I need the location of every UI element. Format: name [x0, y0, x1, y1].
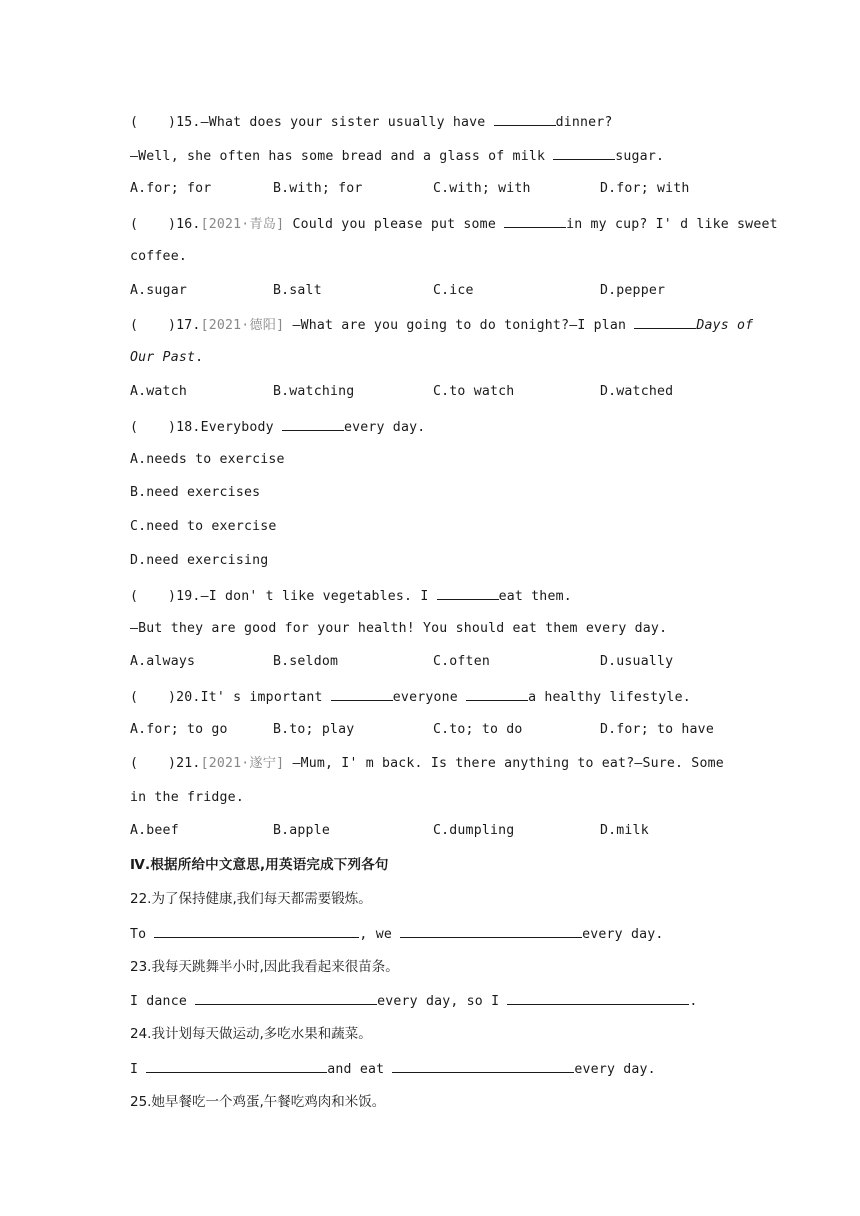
option-c[interactable]: C.often — [433, 654, 490, 669]
option-c[interactable]: C.to watch — [433, 384, 515, 399]
option-c[interactable]: C.to; to do — [433, 722, 523, 737]
question-17: ( )17.[2021·德阳] —What are you going to do tonight?—I plan Days of — [130, 314, 753, 336]
option-a[interactable]: A.sugar — [130, 283, 187, 298]
option-d[interactable]: D.watched — [600, 384, 674, 399]
fill-blank[interactable] — [494, 111, 556, 126]
question-22-prompt: 22.为了保持健康,我们每天都需要锻炼。 — [130, 891, 372, 907]
section-heading: Ⅳ.根据所给中文意思,用英语完成下列各句 — [130, 857, 389, 873]
option-b[interactable]: B.need exercises — [130, 485, 261, 500]
option-c[interactable]: C.need to exercise — [130, 519, 277, 534]
fill-blank[interactable] — [553, 145, 615, 160]
question-24-answer: I and eat every day. — [130, 1058, 656, 1080]
question-24-prompt: 24.我计划每天做运动,多吃水果和蔬菜。 — [130, 1026, 372, 1042]
question-15: ( )15.—What does your sister usually have dinner? — [130, 111, 613, 133]
option-a[interactable]: A.for; to go — [130, 722, 228, 737]
question-21: ( )21.[2021·遂宁] —Mum, I' m back. Is there anything to eat?—Sure. Some — [130, 754, 724, 774]
option-b[interactable]: B.seldom — [273, 654, 339, 669]
option-d[interactable]: D.usually — [600, 654, 674, 669]
question-18: ( )18.Everybody every day. — [130, 416, 425, 438]
fill-blank[interactable] — [634, 314, 696, 329]
fill-blank[interactable] — [400, 923, 582, 938]
question-23-answer: I dance every day, so I . — [130, 990, 698, 1012]
fill-blank[interactable] — [466, 686, 528, 701]
option-d[interactable]: D.pepper — [600, 283, 666, 298]
answer-bracket[interactable]: ( — [130, 589, 139, 604]
fill-blank[interactable] — [282, 416, 344, 431]
option-b[interactable]: B.apple — [273, 823, 330, 838]
option-b[interactable]: B.to; play — [273, 722, 355, 737]
option-c[interactable]: C.dumpling — [433, 823, 515, 838]
option-d[interactable]: D.milk — [600, 823, 649, 838]
fill-blank[interactable] — [154, 923, 359, 938]
question-25-prompt: 25.她早餐吃一个鸡蛋,午餐吃鸡肉和米饭。 — [130, 1094, 386, 1110]
question-15-line2: —Well, she often has some bread and a glass of milk sugar. — [130, 145, 664, 167]
fill-blank[interactable] — [437, 585, 499, 600]
option-a[interactable]: A.needs to exercise — [130, 452, 285, 467]
option-d[interactable]: D.need exercising — [130, 553, 269, 568]
question-19: ( )19.—I don' t like vegetables. I eat them. — [130, 585, 572, 607]
answer-bracket[interactable]: ( — [130, 690, 139, 705]
question-20: ( )20.It' s important everyone a healthy lifestyle. — [130, 686, 691, 708]
source-tag: [2021·遂宁] — [200, 756, 285, 771]
answer-bracket[interactable]: ( — [130, 420, 139, 435]
answer-bracket[interactable]: ( — [130, 318, 139, 333]
option-a[interactable]: A.for; for — [130, 181, 212, 196]
option-c[interactable]: C.with; with — [433, 181, 531, 196]
option-a[interactable]: A.beef — [130, 823, 179, 838]
question-21-line2: in the fridge. — [130, 790, 244, 805]
option-b[interactable]: B.salt — [273, 283, 322, 298]
option-b[interactable]: B.with; for — [273, 181, 363, 196]
option-d[interactable]: D.for; with — [600, 181, 690, 196]
fill-blank[interactable] — [146, 1058, 327, 1073]
fill-blank[interactable] — [507, 990, 689, 1005]
source-tag: [2021·青岛] — [200, 217, 285, 232]
option-a[interactable]: A.watch — [130, 384, 187, 399]
option-c[interactable]: C.ice — [433, 283, 474, 298]
question-22-answer: To , we every day. — [130, 923, 664, 945]
question-19-line2: —But they are good for your health! You should eat them every day. — [130, 621, 668, 636]
source-tag: [2021·德阳] — [200, 318, 285, 333]
fill-blank[interactable] — [392, 1058, 574, 1073]
fill-blank[interactable] — [195, 990, 377, 1005]
fill-blank[interactable] — [331, 686, 393, 701]
question-23-prompt: 23.我每天跳舞半小时,因此我看起来很苗条。 — [130, 959, 399, 975]
answer-bracket[interactable]: ( — [130, 756, 139, 771]
option-d[interactable]: D.for; to have — [600, 722, 714, 737]
option-b[interactable]: B.watching — [273, 384, 355, 399]
fill-blank[interactable] — [504, 213, 566, 228]
option-a[interactable]: A.always — [130, 654, 196, 669]
question-17-line2: Our Past. — [130, 350, 204, 365]
question-16-line2: coffee. — [130, 249, 187, 264]
answer-bracket[interactable]: ( — [130, 217, 139, 232]
answer-bracket[interactable]: ( — [130, 115, 139, 130]
question-16: ( )16.[2021·青岛] Could you please put some in my cup? I' d like sweet — [130, 213, 778, 235]
